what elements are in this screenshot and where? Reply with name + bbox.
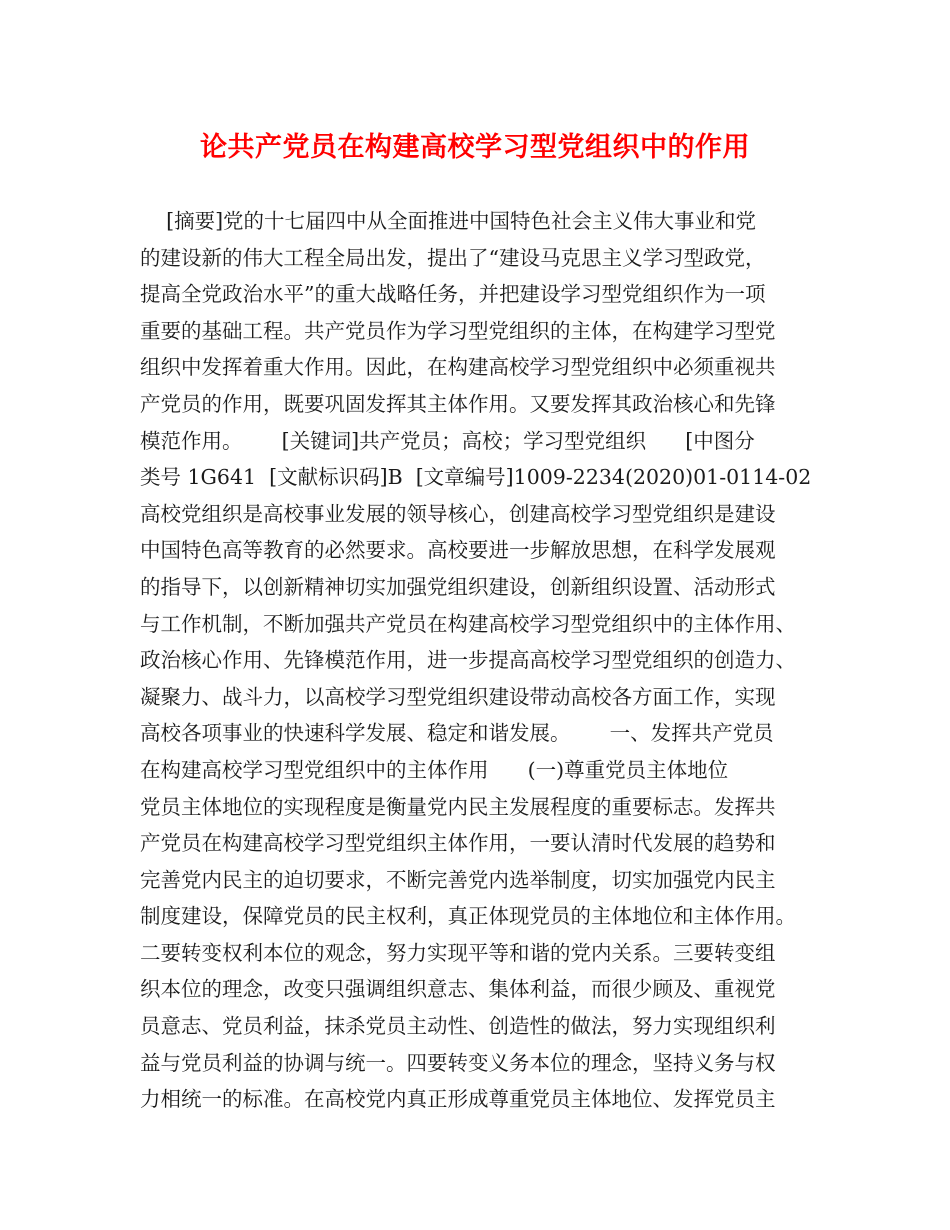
body-line: 模范作用。 [关键词]共产党员；高校；学习型党组织 [中图分 bbox=[140, 428, 755, 453]
body-line: 力相统一的标准。在高校党内真正形成尊重党员主体地位、发挥党员主 bbox=[140, 1087, 776, 1112]
body-line: 的指导下，以创新精神切实加强党组织建设，创新组织设置、活动形式 bbox=[140, 574, 776, 599]
body-line: 政治核心作用、先锋模范作用，进一步提高高校学习型党组织的创造力、 bbox=[140, 648, 796, 673]
body-line: 织本位的理念，改变只强调组织意志、集体利益，而很少顾及、重视党 bbox=[140, 977, 776, 1002]
body-line: 党员主体地位的实现程度是衡量党内民主发展程度的重要标志。发挥共 bbox=[140, 794, 776, 819]
body-line: 产党员在构建高校学习型党组织主体作用，一要认清时代发展的趋势和 bbox=[140, 831, 776, 856]
body-line: 提高全党政治水平”的重大战略任务，并把建设学习型党组织作为一项 bbox=[140, 282, 766, 307]
body-line: 高校党组织是高校事业发展的领导核心，创建高校学习型党组织是建设 bbox=[140, 501, 776, 526]
body-line: 益与党员利益的协调与统一。四要转变义务本位的理念，坚持义务与权 bbox=[140, 1050, 776, 1075]
document-body bbox=[140, 203, 840, 1118]
body-line: 员意志、党员利益，抹杀党员主动性、创造性的做法，努力实现组织利 bbox=[140, 1014, 776, 1039]
body-line: 产党员的作用，既要巩固发挥其主体作用。又要发挥其政治核心和先锋 bbox=[140, 391, 776, 416]
body-line: 高校各项事业的快速科学发展、稳定和谐发展。 一、发挥共产党员 bbox=[140, 721, 774, 746]
body-line: 类号 1G641 [文献标识码]B [文章编号]1009-2234(2020)01-0114-02 bbox=[140, 465, 812, 490]
body-line: [摘要]党的十七届四中从全面推进中国特色社会主义伟大事业和党 bbox=[140, 209, 757, 233]
body-line: 中国特色高等教育的必然要求。高校要进一步解放思想，在科学发展观 bbox=[140, 538, 776, 563]
body-line: 在构建高校学习型党组织中的主体作用 (一)尊重党员主体地位 bbox=[140, 757, 729, 782]
body-line: 重要的基础工程。共产党员作为学习型党组织的主体，在构建学习型党 bbox=[140, 318, 776, 343]
body-line: 完善党内民主的迫切要求，不断完善党内选举制度，切实加强党内民主 bbox=[140, 867, 776, 892]
body-line: 制度建设，保障党员的民主权利，真正体现党员的主体地位和主体作用。 bbox=[140, 904, 796, 929]
body-line: 二要转变权利本位的观念，努力实现平等和谐的党内关系。三要转变组 bbox=[140, 940, 776, 965]
body-line: 的建设新的伟大工程全局出发，提出了“建设马克思主义学习型政党， bbox=[140, 245, 766, 270]
body-line: 与工作机制，不断加强共产党员在构建高校学习型党组织中的主体作用、 bbox=[140, 611, 796, 636]
document-title: 论共产党员在构建高校学习型党组织中的作用 bbox=[200, 132, 750, 163]
body-line: 组织中发挥着重大作用。因此，在构建高校学习型党组织中必须重视共 bbox=[140, 355, 776, 380]
body-line: 凝聚力、战斗力，以高校学习型党组织建设带动高校各方面工作，实现 bbox=[140, 684, 776, 709]
